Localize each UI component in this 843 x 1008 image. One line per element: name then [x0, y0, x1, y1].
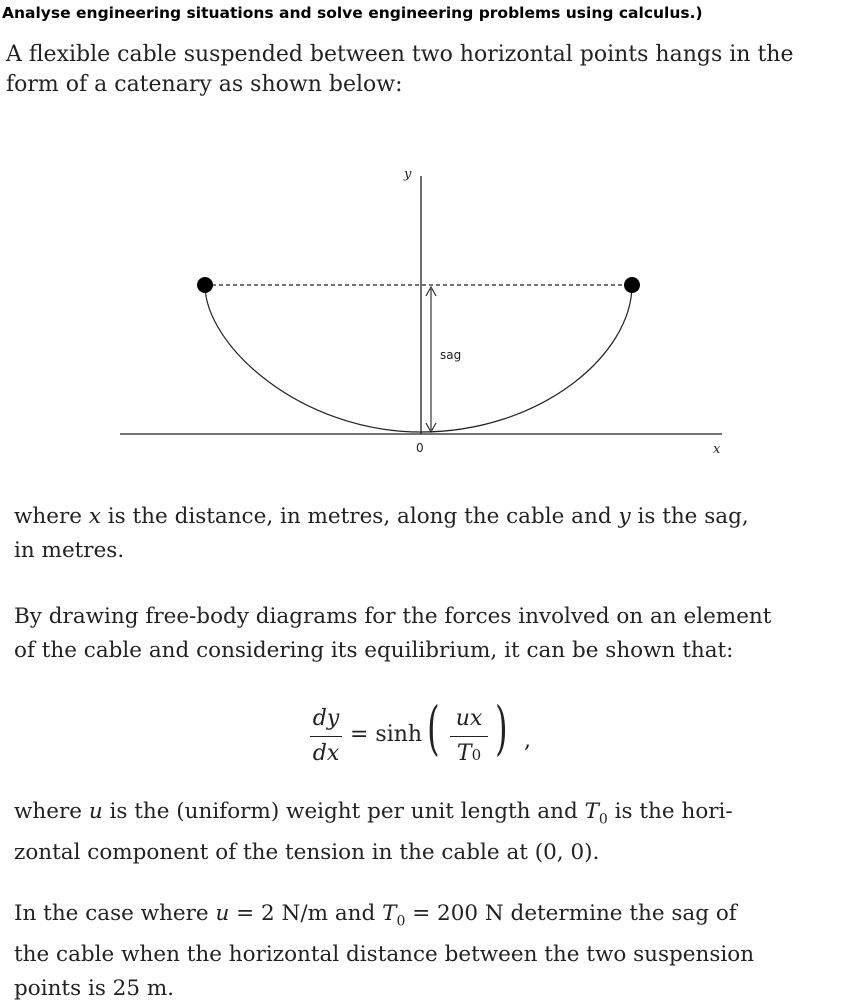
- intro-paragraph: A flexible cable suspended between two horizontal points hangs in the form of a catenary as shown below:: [6, 42, 794, 97]
- y-axis-label: y: [404, 167, 412, 182]
- rhs-fraction: ux T0: [450, 706, 488, 768]
- origin-label: 0: [416, 441, 424, 455]
- catenary-diagram: [0, 160, 843, 470]
- lhs-fraction: dy dx: [310, 706, 342, 767]
- right-paren: ): [495, 694, 508, 762]
- derivative-equation: [310, 694, 610, 784]
- catenary-curve: [205, 285, 632, 432]
- sag-label: sag: [440, 348, 462, 362]
- x-axis-label: x: [713, 442, 721, 457]
- paragraph-variables: where x is the distance, in metres, along the cable and y is the sag, in metres.: [14, 504, 749, 563]
- left-support-point: [197, 277, 213, 293]
- paragraph-equilibrium: By drawing free-body diagrams for the forces involved on an element of the cable and considering its equilibrium, it can be shown that:: [14, 604, 772, 663]
- right-support-point: [624, 277, 640, 293]
- paragraph-definitions: where u is the (uniform) weight per unit length and $T_0$ is the hori- zontal component of the tension in the cable at (0, 0).: [14, 799, 733, 866]
- equals-sinh: = sinh: [350, 722, 423, 747]
- left-paren: (: [427, 694, 440, 762]
- page-header: Analyse engineering situations and solve engineering problems using calculus.): [2, 4, 703, 22]
- paragraph-question: In the case where u = 2 N/m and $T_0 = 200$ N determine the sag of the cable when the horizontal distance between the two suspension points is 25 m.: [14, 901, 755, 1002]
- equation-trailing-comma: ,: [524, 728, 531, 753]
